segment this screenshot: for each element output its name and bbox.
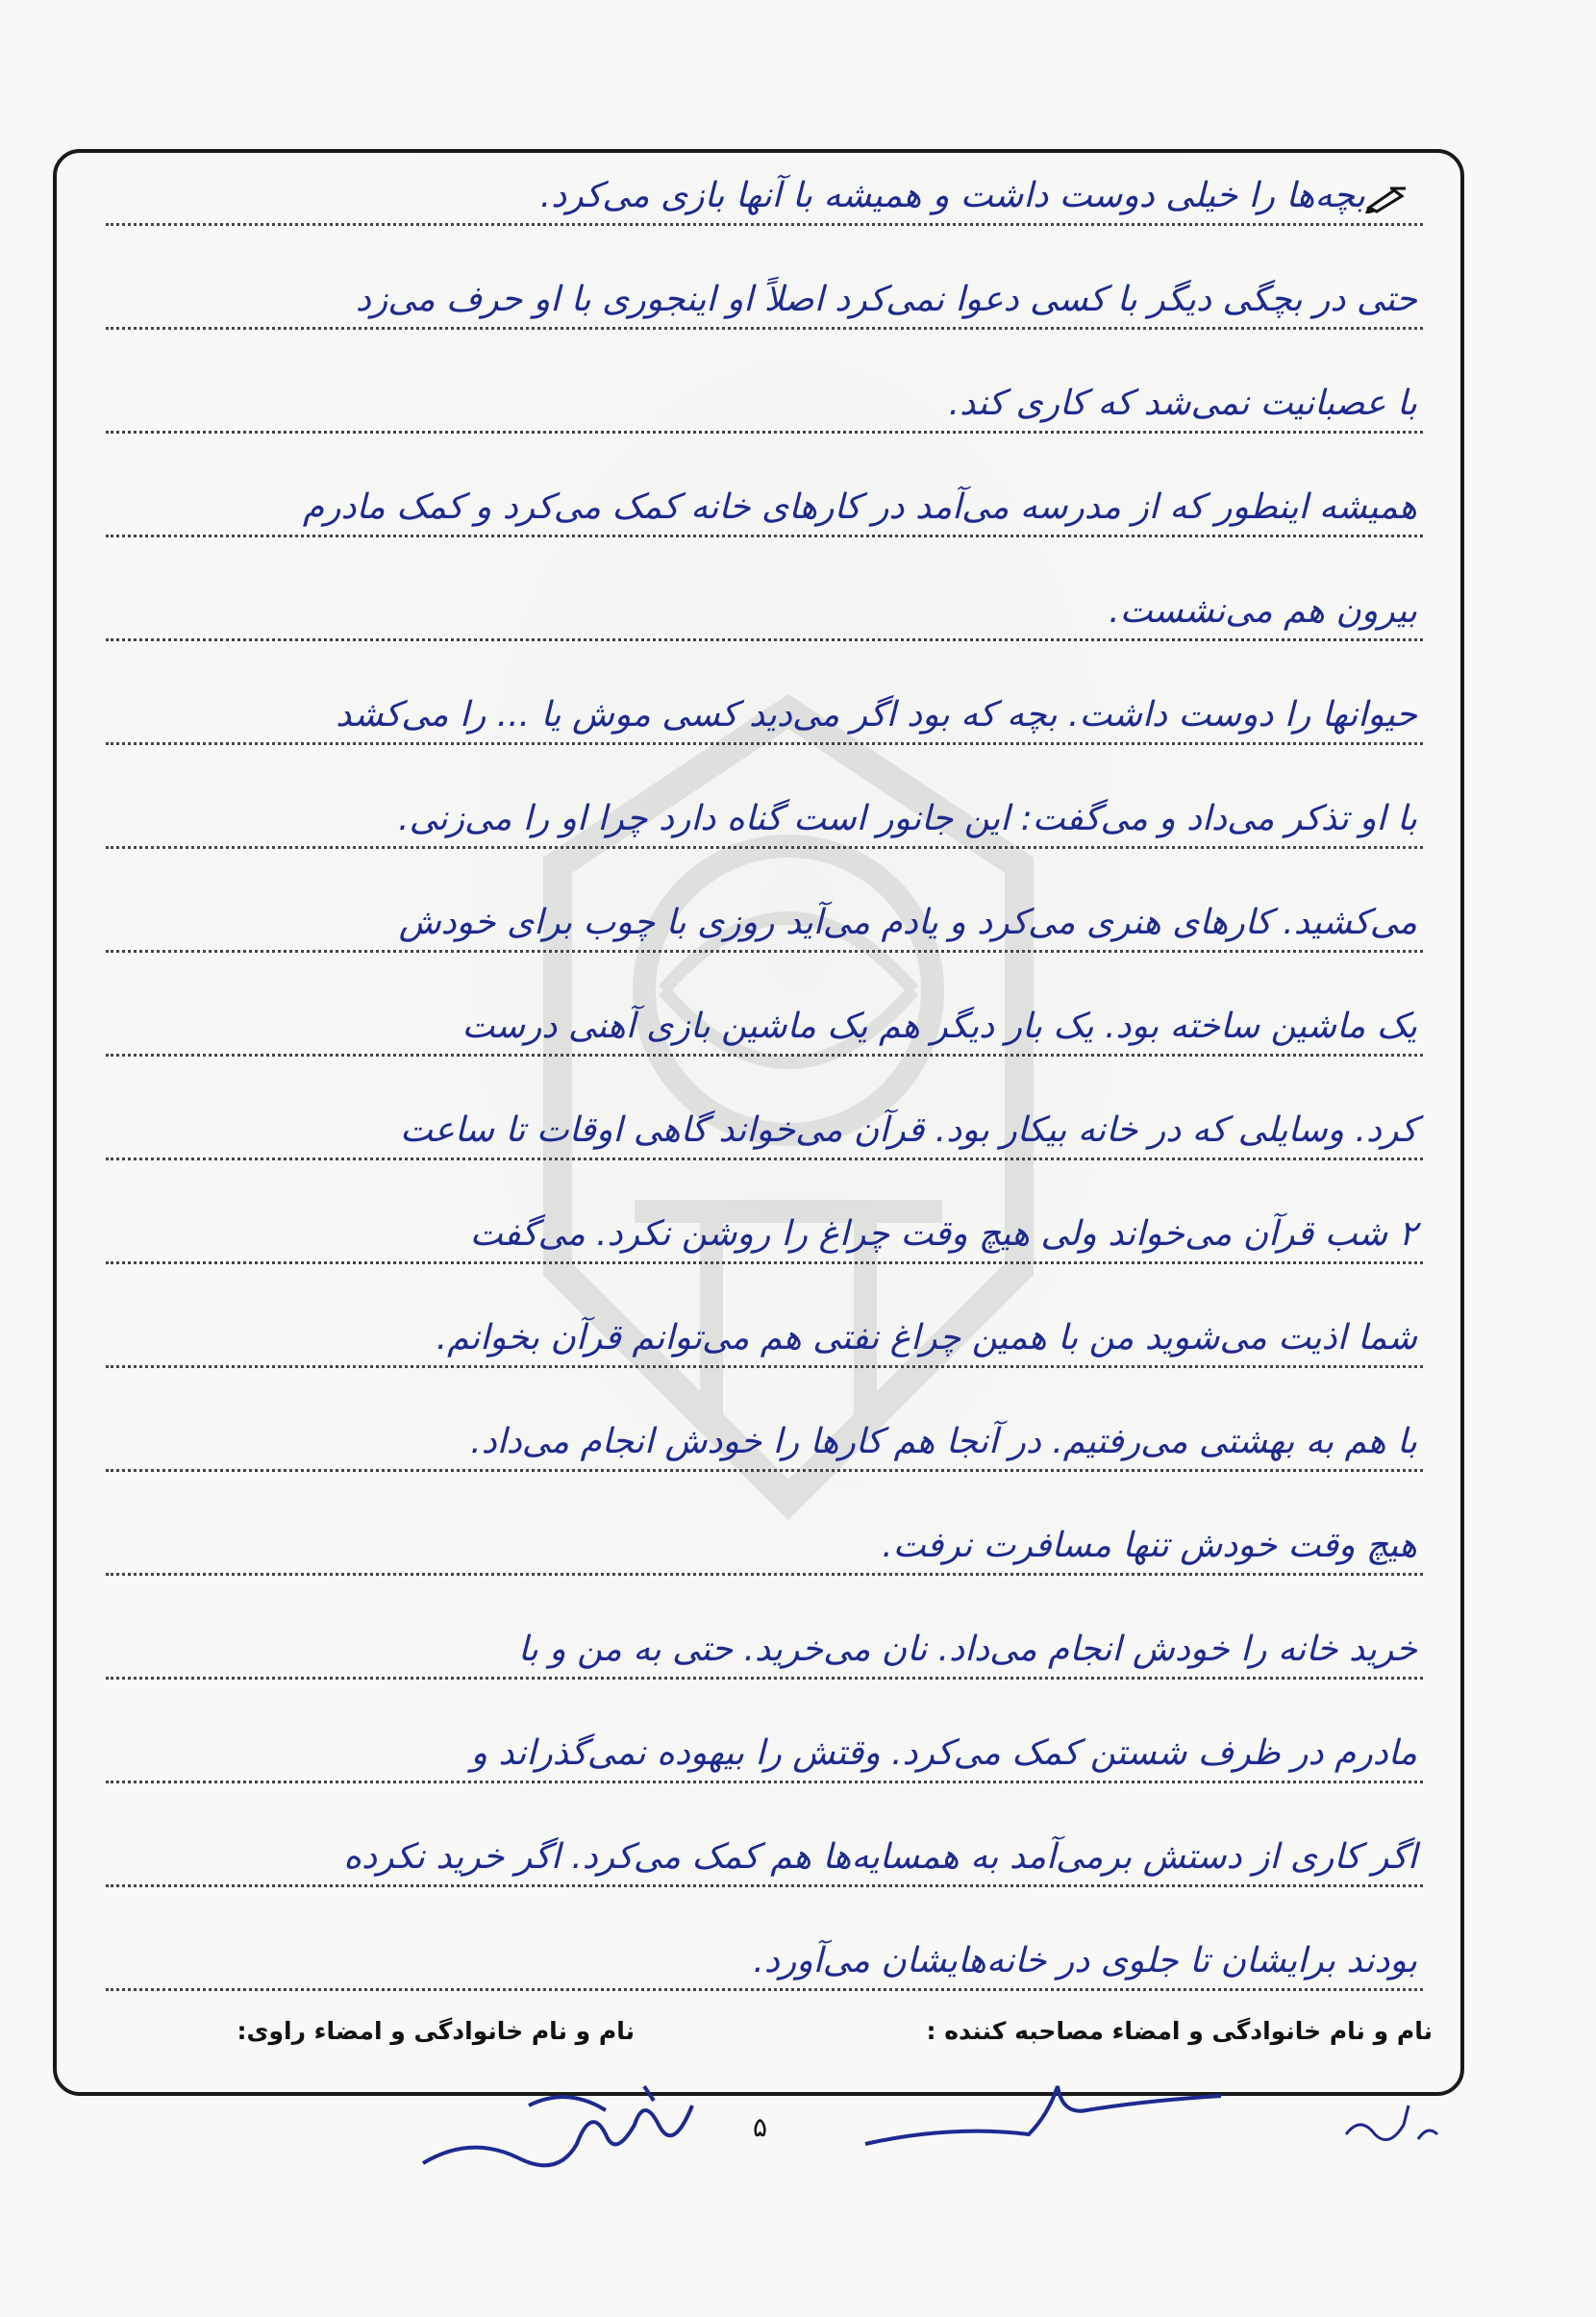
text-line: هیچ وقت خودش تنها مسافرت نرفت.	[106, 1504, 1423, 1576]
text-line: کرد. وسایلی که در خانه بیکار بود. قرآن می‌خواند گاهی اوقات تا ساعت	[106, 1088, 1423, 1160]
text-line: اگر کاری از دستش برمی‌آمد به همسایه‌ها هم کمک می‌کرد. اگر خرید نکرده	[106, 1815, 1423, 1887]
text-line: ۲ شب قرآن می‌خواند ولی هیچ وقت چراغ را روشن نکرد. می‌گفت	[106, 1192, 1423, 1264]
text-line: بچه‌ها را خیلی دوست داشت و همیشه با آنها بازی می‌کرد.	[106, 154, 1423, 226]
text-line: خرید خانه را خودش انجام می‌داد. نان می‌خرید. حتی به من و با	[106, 1607, 1423, 1680]
text-line: با عصبانیت نمی‌شد که کاری کند.	[106, 361, 1423, 434]
text-line: حتی در بچگی دیگر با کسی دعوا نمی‌کرد اصلاً او اینجوری با او حرف می‌زد	[106, 258, 1423, 330]
page-number: ۵	[753, 2111, 768, 2143]
text-line: با او تذکر می‌داد و می‌گفت: این جانور است گناه دارد چرا او را می‌زنی.	[106, 777, 1423, 849]
narrator-signature-label: نام و نام خانوادگی و امضاء راوی:	[237, 2017, 635, 2045]
narrator-signature	[413, 2067, 711, 2182]
text-line: بیرون هم می‌نشست.	[106, 569, 1423, 641]
text-line: شما اذیت می‌شوید من با همین چراغ نفتی هم می‌توانم قرآن بخوانم.	[106, 1296, 1423, 1368]
text-line: می‌کشید. کارهای هنری می‌کرد و یادم می‌آید روزی با چوب برای خودش	[106, 881, 1423, 953]
text-line: یک ماشین ساخته بود. یک بار دیگر هم یک ماشین بازی آهنی درست	[106, 984, 1423, 1057]
interviewer-signature	[856, 2057, 1231, 2154]
text-line: مادرم در ظرف شستن کمک می‌کرد. وقتش را بیهوده نمی‌گذراند و	[106, 1711, 1423, 1783]
interviewer-signature-label: نام و نام خانوادگی و امضاء مصاحبه کننده :	[926, 2017, 1433, 2045]
text-line: با هم به بهشتی می‌رفتیم. در آنجا هم کارها را خودش انجام می‌داد.	[106, 1400, 1423, 1472]
text-line: حیوانها را دوست داشت. بچه که بود اگر می‌دید کسی موش یا ... را می‌کشد	[106, 673, 1423, 745]
text-line: همیشه اینطور که از مدرسه می‌آمد در کارهای خانه کمک می‌کرد و کمک مادرم	[106, 465, 1423, 537]
text-line: بودند برایشان تا جلوی در خانه‌هایشان می‌آورد.	[106, 1919, 1423, 1991]
signature-mark	[1336, 2096, 1442, 2154]
